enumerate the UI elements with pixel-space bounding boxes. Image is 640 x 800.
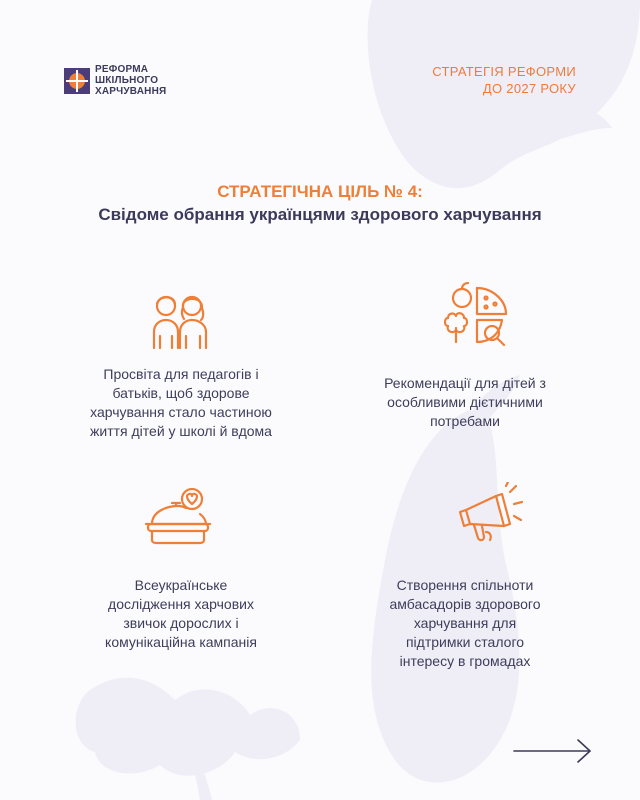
card-text-line: звичок дорослих і xyxy=(123,615,239,631)
strategy-label xyxy=(432,63,576,97)
page-heading xyxy=(0,181,640,226)
card-text-line: харчування стало частиною xyxy=(90,404,272,420)
food-container-heart-icon xyxy=(142,484,214,546)
card-text-line: Створення спільноти xyxy=(396,577,534,593)
card-text-line: амбасадорів здорового xyxy=(389,596,541,612)
card-text-line: комунікаційна кампанія xyxy=(105,634,257,650)
card-text-line: життя дітей у школі й вдома xyxy=(90,423,272,439)
school-food-reform-logo-icon xyxy=(64,68,90,94)
page-title: Свідоме обрання українцями здорового харчування xyxy=(98,205,542,224)
arrow-right-icon[interactable] xyxy=(510,736,594,766)
card-text-line: Всеукраїнське xyxy=(134,577,228,593)
brand-logo-line: РЕФОРМА xyxy=(95,64,149,75)
strategy-label-line: СТРАТЕГІЯ РЕФОРМИ xyxy=(432,64,576,79)
card-text xyxy=(356,576,574,671)
card-text-line: Рекомендації для дітей з xyxy=(384,375,546,391)
card-text-line: інтересу в громадах xyxy=(399,653,531,669)
brand-logo-line: ШКІЛЬНОГО xyxy=(95,75,159,86)
card-text xyxy=(72,365,290,441)
card-text-line: підтримки сталого xyxy=(405,634,525,650)
card-text-line: батьків, щоб здорове xyxy=(112,385,250,401)
card-text-line: Просвіта для педагогів і xyxy=(103,366,259,382)
strategy-label-line: ДО 2027 РОКУ xyxy=(482,81,576,96)
card-text-line: харчування для xyxy=(413,615,517,631)
goal-number: СТРАТЕГІЧНА ЦІЛЬ № 4: xyxy=(217,182,423,201)
diet-plate-icon xyxy=(440,282,516,348)
brand-logo[interactable] xyxy=(64,64,166,97)
children-icon xyxy=(148,288,212,352)
card-text-line: дослідження харчових xyxy=(108,596,254,612)
brand-logo-text xyxy=(95,64,166,97)
card-text-line: потребами xyxy=(430,413,500,429)
card-text xyxy=(356,374,574,431)
megaphone-icon xyxy=(456,482,524,548)
card-text-line: особливими дієтичними xyxy=(387,394,543,410)
card-text xyxy=(72,576,290,652)
brand-logo-line: ХАРЧУВАННЯ xyxy=(95,86,167,97)
